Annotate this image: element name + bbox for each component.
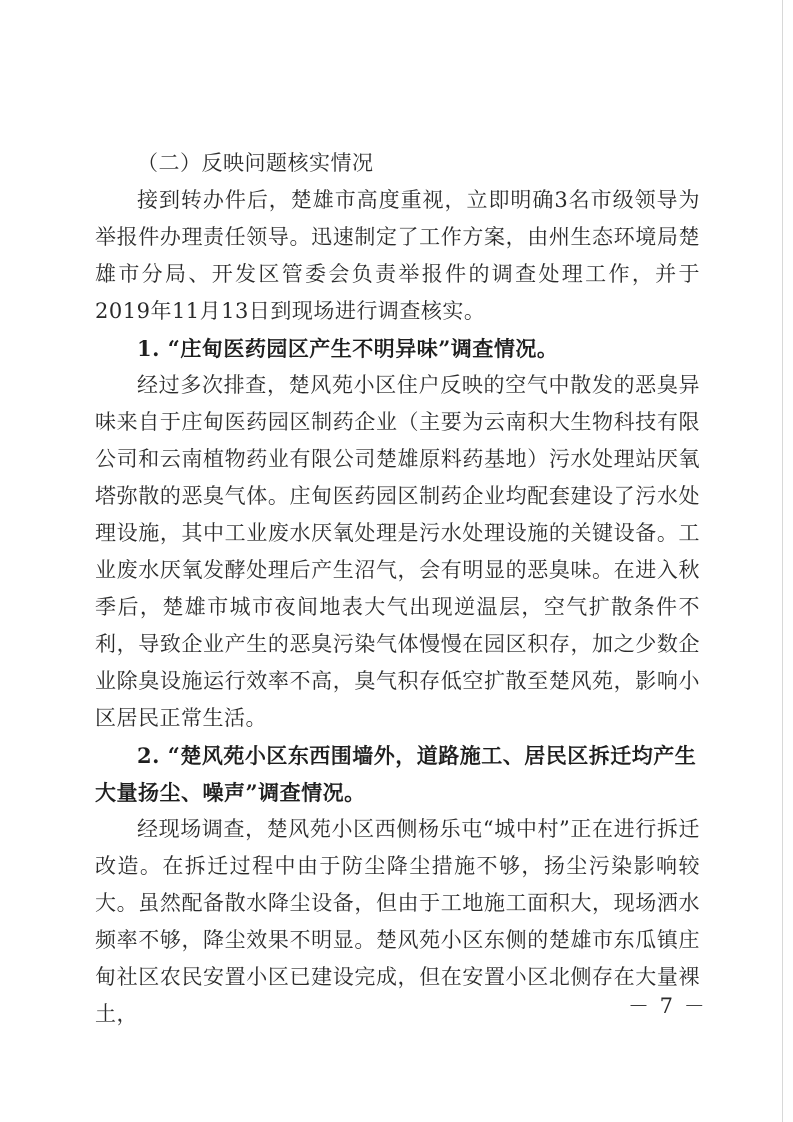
page-edge-line (782, 0, 783, 1122)
document-body (95, 145, 700, 1033)
item2-paragraph: 经现场调查，楚风苑小区西侧杨乐屯“城中村”正在进行拆迁改造。在拆迁过程中由于防尘降尘措施不够，扬尘污染影响较大。虽然配备散水降尘设备，但由于工地施工面积大，现场洒水频率不够，降尘效果不明显。楚风苑小区东侧的楚雄市东瓜镇庄甸社区农民安置小区已建设完成，但在安置小区北侧存在大量裸土， (95, 817, 700, 1026)
intro-paragraph: 接到转办件后，楚雄市高度重视，立即明确3名市级领导为举报件办理责任领导。迅速制定了工作方案，由州生态环境局楚雄市分局、开发区管委会负责举报件的调查处理工作，并于2019年11月13日到现场进行调查核实。 (95, 188, 700, 323)
item2-heading: 2. “楚风苑小区东西围墙外，道路施工、居民区拆迁均产生大量扬尘、噪声”调查情况。 (95, 743, 697, 805)
page-number: － 7 － (628, 994, 707, 1018)
section-heading: （二）反映问题核实情况 (137, 151, 374, 175)
item1-heading: 1. “庄甸医药园区产生不明异味”调查情况。 (137, 336, 559, 361)
item1-paragraph: 经过多次排查，楚风苑小区住户反映的空气中散发的恶臭异味来自于庄甸医药园区制药企业（主要为云南积大生物科技有限公司和云南植物药业有限公司楚雄原料药基地）污水处理站厌氧塔弥散的恶臭气体。庄甸医药园区制药企业均配套建设了污水处理设施，其中工业废水厌氧处理是污水处理设施的关键设备。工业废水厌氧发酵处理后产生沼气，会有明显的恶臭味。在进入秋季后，楚雄市城市夜间地表大气出现逆温层，空气扩散条件不利，导致企业产生的恶臭污染气体慢慢在园区积存，加之少数企业除臭设施运行效率不高，臭气积存低空扩散至楚风苑，影响小区居民正常生活。 (95, 373, 700, 730)
